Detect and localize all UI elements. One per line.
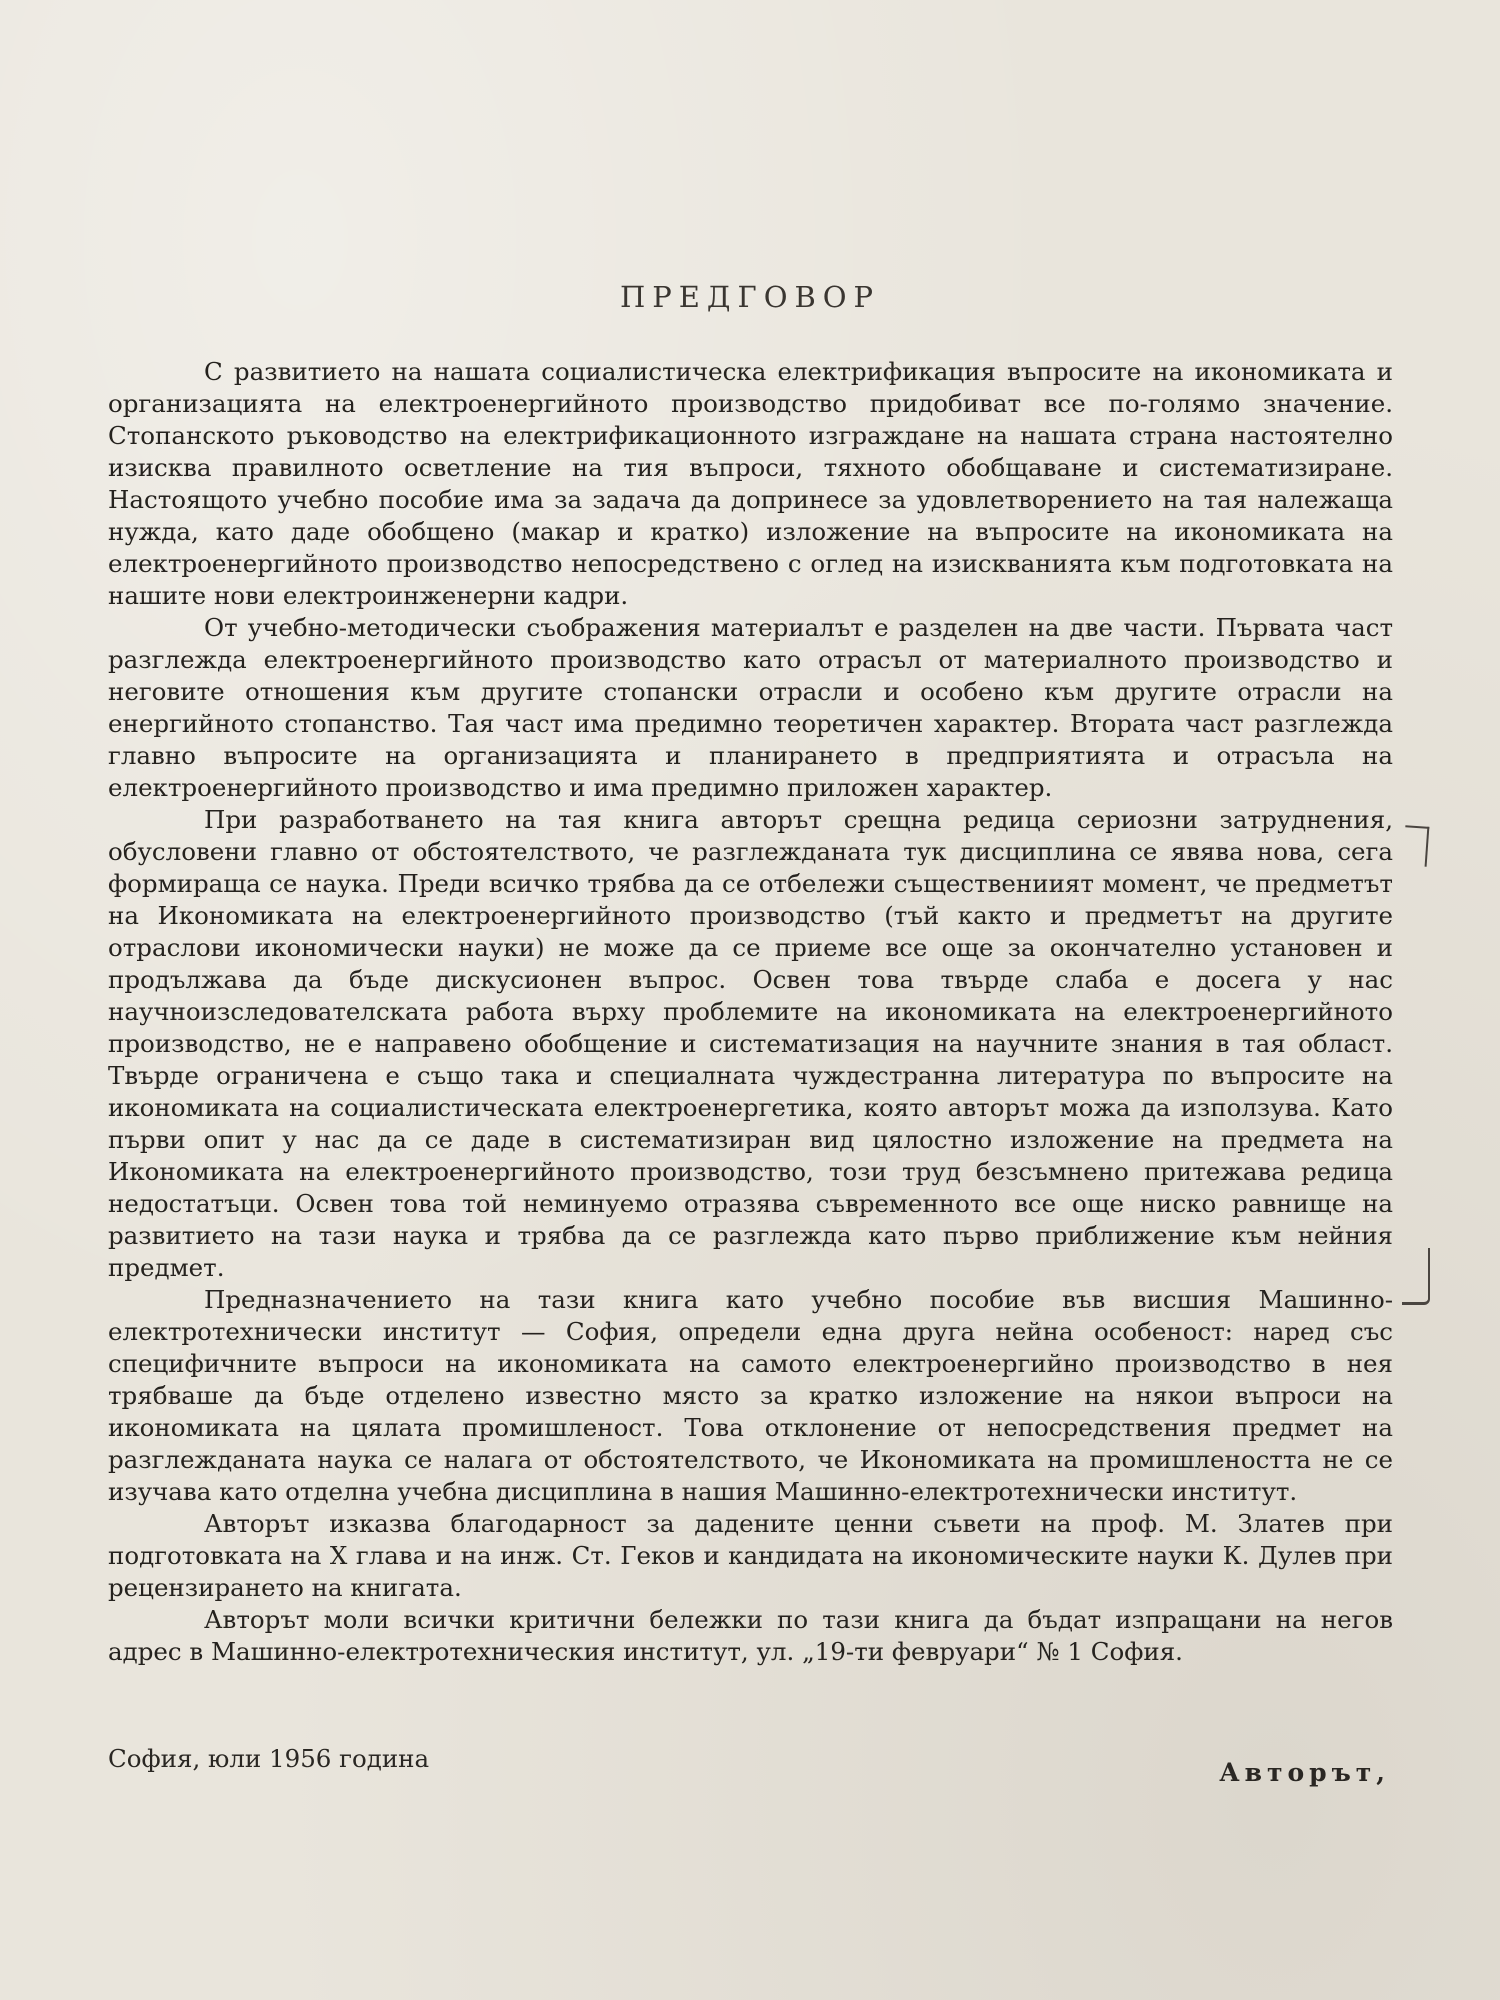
signature-place-date: София, юли 1956 година [108, 1744, 430, 1773]
preface-body [108, 356, 1393, 1668]
margin-bracket-top [1403, 825, 1430, 867]
paragraph-2: От учебно-методически съображения материалът е разделен на две части. Първата част разглежда електроенергийното производство като отрасъл от материалното производство и неговите отношения към другите стопански отрасли и особено към другите отрасли на енергийното стопанство. Тая част има предимно теоретичен характер. Втората част разглежда главно въпросите на организацията и планирането в предприятията и отрасъла на електроенергийното производство и има предимно приложен характер. [108, 613, 1393, 802]
margin-bracket-bottom [1402, 1248, 1430, 1305]
paragraph-4: Предназначението на тази книга като учебно пособие във висшия Машинно-електротехнически институт — София, определи една друга нейна особеност: наред със специфичните въпроси на икономиката на самото електроенергийно производство в нея трябваше да бъде отделено известно място за кратко изложение на някои въпроси на икономиката на цялата промишленост. Това отклонение от непосредствения предмет на разглежданата наука се налага от обстоятелството, че Икономиката на промишлеността не се изучава като отделна учебна дисциплина в нашия Машинно-електротехнически институт. [108, 1285, 1393, 1506]
page-title: ПРЕДГОВОР [619, 280, 881, 314]
paragraph-5: Авторът изказва благодарност за дадените ценни съвети на проф. М. Златев при подготовката на X глава и на инж. Ст. Геков и кандидата на икономическите науки К. Дулев при рецензирането на книгата. [108, 1509, 1393, 1602]
paragraph-3: При разработването на тая книга авторът срещна редица сериозни затруднения, обусловени главно от обстоятелството, че разглежданата тук дисциплина се явява нова, сега формираща се наука. Преди всичко трябва да се отбележи съществениият момент, че предметът на Икономиката на електроенергийното производство (тъй както и предметът на другите отраслови икономически науки) не може да се приеме все още за окончателно установен и продължава да бъде дискусионен въпрос. Освен това твърде слаба е досега у нас научноизследователската работа върху проблемите на икономиката на електроенергийното производство, не е направено обобщение и систематизация на научните знания в тая област. Твърде ограничена е също така и специалната чуждестранна литература по въпросите на икономиката на социалистическата електроенергетика, която авторът можа да използува. Като първи опит у нас да се даде в систематизиран вид цялостно изложение на предмета на Икономиката на електроенергийното производство, този труд безсъмнено притежава редица недостатъци. Освен това той неминуемо отразява съвременното все още ниско равнище на развитието на тази наука и трябва да се разглежда като първо приближение към нейния предмет. [108, 805, 1393, 1282]
paragraph-1: С развитието на нашата социалистическа електрификация въпросите на икономиката и организацията на електроенергийното производство придобиват все по-голямо значение. Стопанското ръководство на електрификационното изграждане на нашата страна настоятелно изисква правилното осветление на тия въпроси, тяхното обобщаване и систематизиране. Настоящото учебно пособие има за задача да допринесе за удовлетворението на тая належаща нужда, като даде обобщено (макар и кратко) изложение на въпросите на икономиката на електроенергийното производство непосредствено с оглед на изискванията към подготовката на нашите нови електроинженерни кадри. [108, 357, 1393, 610]
signature-author: Авторът, [1219, 1758, 1390, 1787]
paragraph-6: Авторът моли всички критични бележки по тази книга да бъдат изпращани на негов адрес в Машинно-електротехническия институт, ул. „19-ти февруари“ № 1 София. [108, 1605, 1393, 1666]
